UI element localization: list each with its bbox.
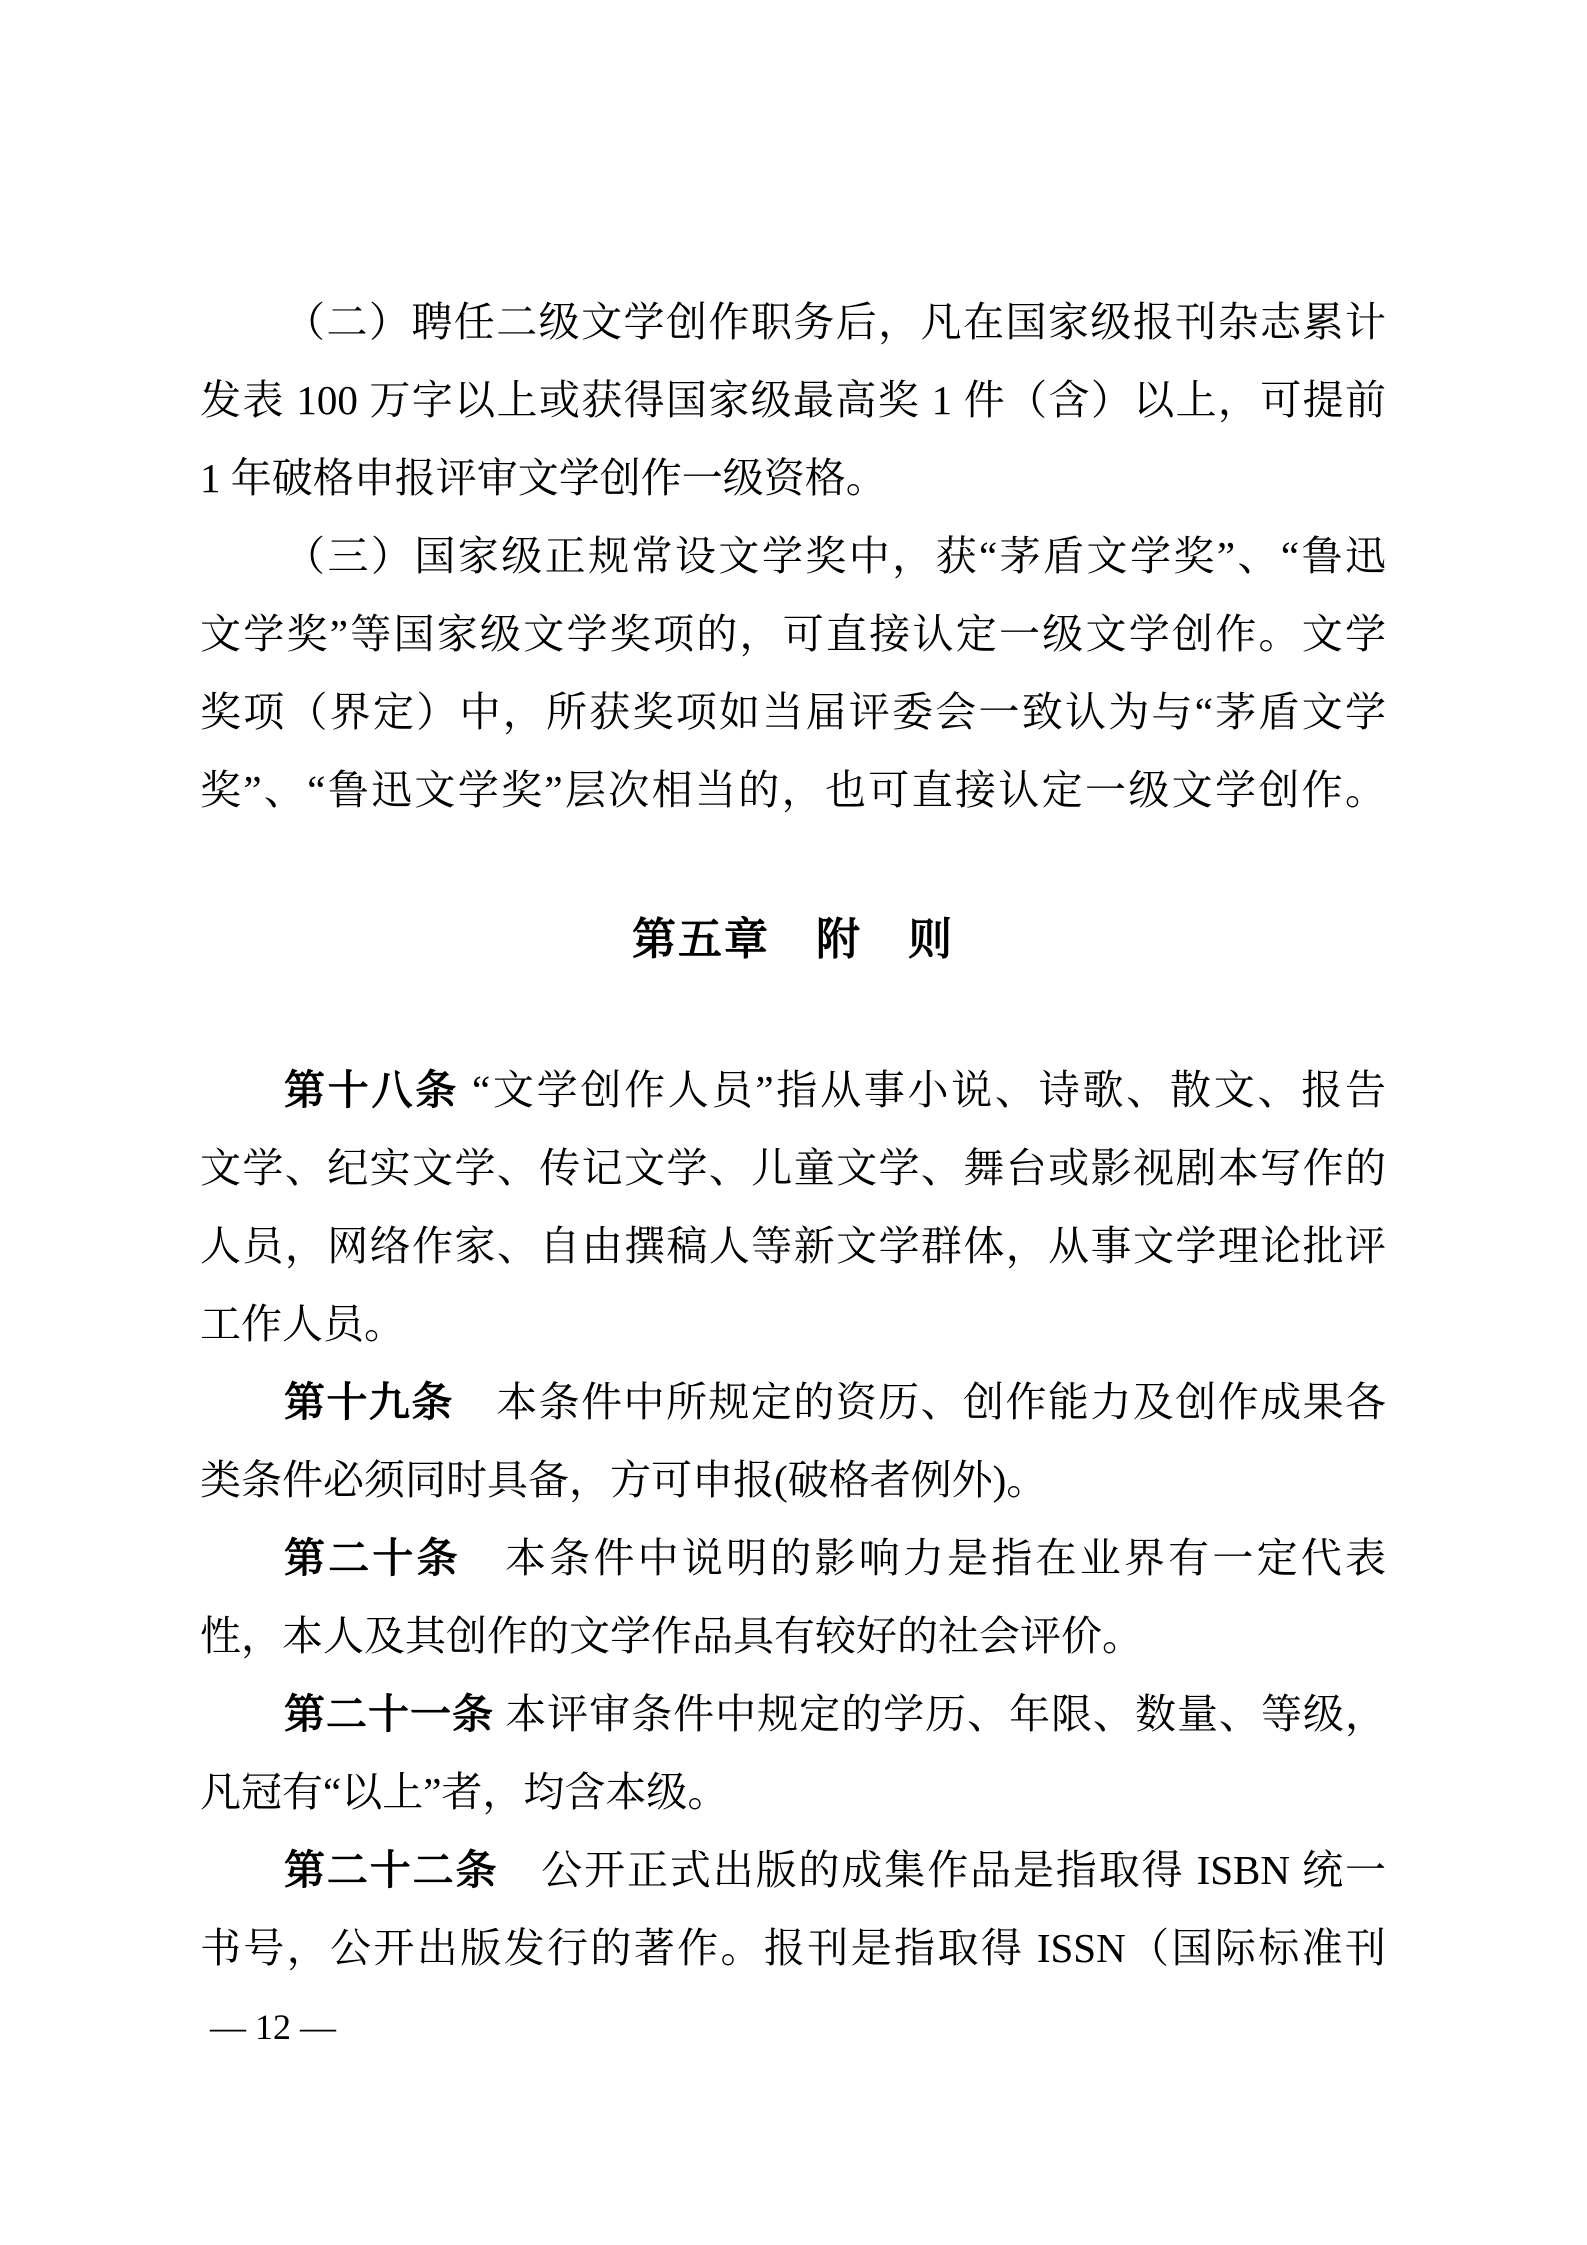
text-line (200, 1675, 1386, 1753)
text-segment: 性，本人及其创作的文学作品具有较好的社会评价。 (200, 1613, 1143, 1659)
text-segment: 奖项（界定）中，所获奖项如当届评委会一致认为与“茅盾文学 (200, 689, 1386, 735)
text-line (200, 1753, 1386, 1831)
text-line (200, 673, 1386, 751)
article-number: 第十九条 (284, 1379, 454, 1425)
text-segment: 发表 100 万字以上或获得国家级最高奖 1 件（含）以上，可提前 (200, 377, 1386, 423)
text-segment: 本条件中所规定的资历、创作能力及创作成果各 (453, 1379, 1387, 1425)
text-line (200, 517, 1386, 595)
text-segment: 凡冠有“以上”者，均含本级。 (200, 1769, 729, 1815)
article-number: 第十八条 (284, 1067, 459, 1113)
text-segment: 人员，网络作家、自由撰稿人等新文学群体，从事文学理论批评 (200, 1223, 1386, 1269)
text-segment: 工作人员。 (200, 1301, 405, 1347)
text-line (200, 1519, 1386, 1597)
text-segment: 公开正式出版的成集作品是指取得 ISBN 统一 (498, 1847, 1387, 1893)
article-number: 第二十条 (284, 1535, 461, 1581)
article-number: 第二十一条 (284, 1691, 494, 1737)
document-text-block (200, 283, 1386, 1987)
text-segment: “文学创作人员”指从事小说、诗歌、散文、报告 (458, 1067, 1386, 1113)
text-line (200, 283, 1386, 361)
text-line (200, 1909, 1386, 1987)
text-line (200, 1051, 1386, 1129)
text-segment: （三）国家级正规常设文学奖中，获“茅盾文学奖”、“鲁迅 (284, 533, 1386, 579)
text-segment: 文学、纪实文学、传记文学、儿童文学、舞台或影视剧本写作的 (200, 1145, 1386, 1191)
text-segment: 本条件中说明的影响力是指在业界有一定代表 (460, 1535, 1387, 1581)
text-segment: 奖”、“鲁迅文学奖”层次相当的，也可直接认定一级文学创作。 (200, 767, 1386, 813)
text-segment: 类条件必须同时具备，方可申报(破格者例外)。 (200, 1457, 1048, 1503)
text-segment: 1 年破格申报评审文学创作一级资格。 (200, 455, 887, 501)
text-segment: 书号，公开出版发行的著作。报刊是指取得 ISSN（国际标准刊 (200, 1925, 1386, 1971)
text-line (200, 1285, 1386, 1363)
text-line (200, 751, 1386, 829)
text-line (200, 1363, 1386, 1441)
text-line (200, 1831, 1386, 1909)
text-line (200, 1441, 1386, 1519)
chapter-heading: 第五章 附 则 (632, 915, 954, 964)
text-segment: （二）聘任二级文学创作职务后，凡在国家级报刊杂志累计 (284, 299, 1386, 345)
text-line (200, 361, 1386, 439)
text-segment: 文学奖”等国家级文学奖项的，可直接认定一级文学创作。文学 (200, 611, 1386, 657)
text-line (200, 1207, 1386, 1285)
text-line (200, 595, 1386, 673)
text-line (200, 439, 1386, 517)
page-number: — 12 — (210, 2007, 336, 2047)
article-number: 第二十二条 (284, 1847, 499, 1893)
text-segment: 本评审条件中规定的学历、年限、数量、等级， (493, 1691, 1386, 1737)
text-line (200, 1129, 1386, 1207)
text-line (200, 1597, 1386, 1675)
